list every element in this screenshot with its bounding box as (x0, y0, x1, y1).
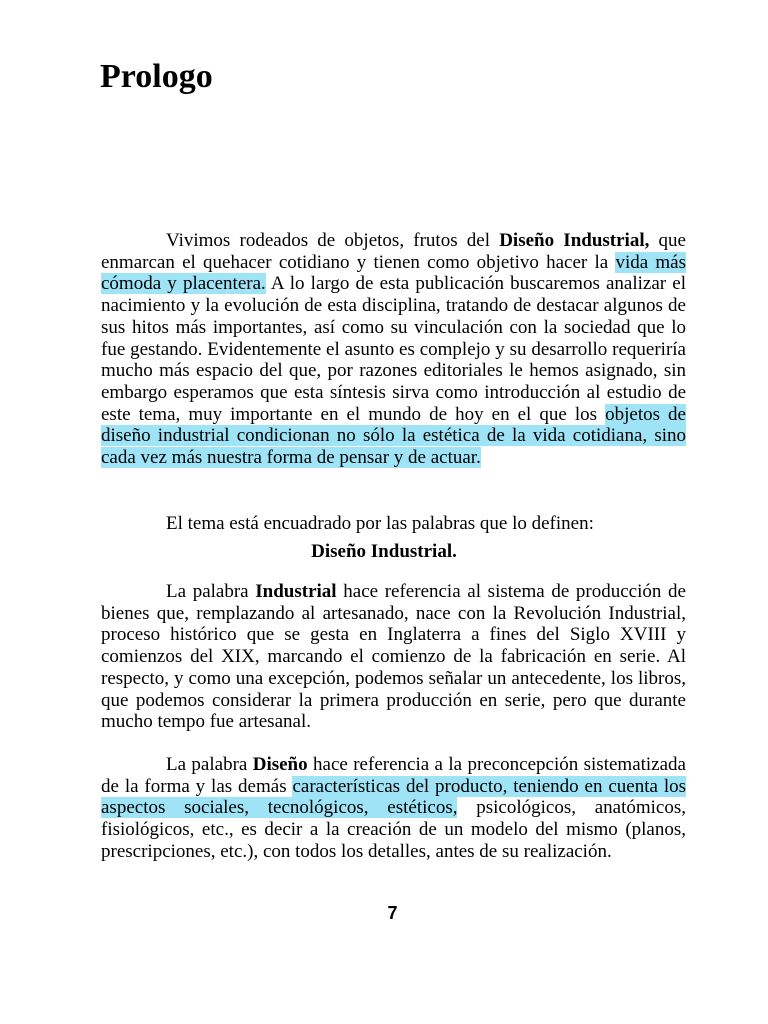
p2-text-a: La palabra (166, 581, 256, 602)
definition-intro-text: El tema está encuadrado por las palabras que lo definen: (166, 513, 594, 534)
p2-text-c: hace referencia al sistema de producción de bienes que, remplazando al artesanado, nace con la Revolución Industrial, proceso histórico que se gesta en Inglaterra a fines del Siglo XVIII y comienzos del XIX, marcando el comienzo de la fabricación en serie. Al respecto, y como una excepción, podemos señalar un antecedente, los libros, que podemos considerar la primera producción en serie, pero que durante mucho tempo fue artesanal. (101, 581, 686, 733)
p1-bold-term: Diseño Industrial, (499, 230, 650, 251)
p1-text-a: Vivimos rodeados de objetos, frutos del (166, 230, 500, 251)
paragraph-1-text (101, 230, 686, 469)
p1-highlight-2: objetos de diseño industrial condicionan no sólo la estética de la vida cotidiana, sino cada vez más nuestra forma de pensar y de actuar. (101, 403, 686, 469)
page-title: Prologo (100, 58, 213, 95)
paragraph-diseno (101, 754, 686, 863)
paragraph-2-text (101, 581, 686, 733)
p2-bold-term: Industrial (255, 581, 337, 602)
section-heading: Diseño Industrial. (311, 541, 457, 562)
page-number: 7 (387, 903, 398, 923)
p3-bold-term: Diseño (252, 754, 308, 775)
p3-highlight: características del producto, teniendo en cuenta los aspectos sociales, tecnológicos, estéticos, (101, 775, 687, 819)
definition-intro (101, 513, 686, 535)
p1-text-e: A lo largo de esta publicación buscaremos analizar el nacimiento y la evolución de esta disciplina, tratando de destacar algunos de sus hitos más importantes, así como su vinculación con la sociedad que lo fue gestando. Evidentemente el asunto es complejo y su desarrollo requeriría mucho más espacio del que, por razones editoriales le hemos asignado, sin embargo esperamos que esta síntesis sirva como introducción al estudio de este tema, muy importante en el mundo de hoy en el que los (101, 273, 686, 425)
p3-text-e: psicológicos, anatómicos, fisiológicos, etc., es decir a la creación de un modelo del mismo (planos, prescripciones, etc.), con todos los detalles, antes de su realización. (101, 797, 686, 862)
p3-text-c: hace referencia a la preconcepción sistematizada de la forma y las demás (101, 754, 686, 797)
p3-text-a: La palabra (166, 754, 253, 775)
paragraph-industrial (101, 581, 686, 733)
p1-text-c: que enmarcan el quehacer cotidiano y tienen como objetivo hacer la (101, 230, 686, 273)
paragraph-intro (101, 230, 686, 469)
paragraph-3-text (101, 754, 686, 863)
p1-highlight-1: vida más cómoda y placentera. (101, 251, 686, 295)
